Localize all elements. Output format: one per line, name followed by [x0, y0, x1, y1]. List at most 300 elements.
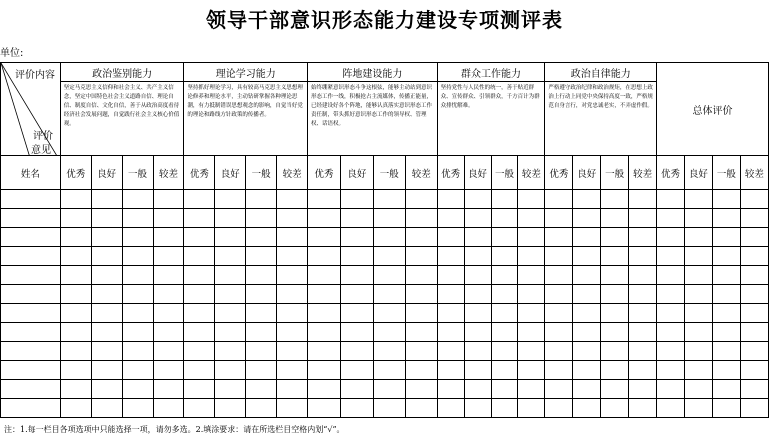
rating-cell[interactable]	[712, 399, 740, 418]
rating-cell[interactable]	[184, 361, 215, 380]
rating-cell[interactable]	[60, 285, 91, 304]
rating-cell[interactable]	[60, 361, 91, 380]
rating-cell[interactable]	[464, 247, 491, 266]
name-cell[interactable]	[1, 399, 61, 418]
rating-cell[interactable]	[629, 361, 657, 380]
rating-cell[interactable]	[573, 361, 601, 380]
rating-cell[interactable]	[153, 361, 184, 380]
rating-cell[interactable]	[277, 228, 308, 247]
rating-cell[interactable]	[340, 247, 373, 266]
name-cell[interactable]	[1, 323, 61, 342]
rating-cell[interactable]	[373, 285, 405, 304]
rating-cell[interactable]	[215, 361, 246, 380]
rating-cell[interactable]	[340, 209, 373, 228]
rating-cell[interactable]	[215, 247, 246, 266]
rating-cell[interactable]	[246, 361, 277, 380]
rating-cell[interactable]	[122, 323, 153, 342]
rating-cell[interactable]	[122, 285, 153, 304]
rating-cell[interactable]	[740, 209, 768, 228]
rating-cell[interactable]	[601, 209, 629, 228]
rating-cell[interactable]	[437, 190, 464, 209]
rating-cell[interactable]	[246, 266, 277, 285]
rating-cell[interactable]	[340, 266, 373, 285]
rating-cell[interactable]	[153, 209, 184, 228]
rating-cell[interactable]	[518, 342, 545, 361]
rating-cell[interactable]	[464, 342, 491, 361]
rating-cell[interactable]	[153, 228, 184, 247]
rating-cell[interactable]	[277, 342, 308, 361]
rating-cell[interactable]	[405, 209, 437, 228]
name-cell[interactable]	[1, 209, 61, 228]
rating-cell[interactable]	[684, 266, 712, 285]
rating-cell[interactable]	[373, 209, 405, 228]
rating-cell[interactable]	[340, 380, 373, 399]
rating-cell[interactable]	[215, 285, 246, 304]
rating-cell[interactable]	[215, 380, 246, 399]
rating-cell[interactable]	[573, 285, 601, 304]
rating-cell[interactable]	[464, 399, 491, 418]
rating-cell[interactable]	[684, 209, 712, 228]
rating-cell[interactable]	[308, 190, 341, 209]
rating-cell[interactable]	[437, 361, 464, 380]
rating-cell[interactable]	[122, 266, 153, 285]
rating-cell[interactable]	[573, 247, 601, 266]
rating-cell[interactable]	[91, 342, 122, 361]
rating-cell[interactable]	[629, 304, 657, 323]
rating-cell[interactable]	[91, 228, 122, 247]
rating-cell[interactable]	[740, 304, 768, 323]
rating-cell[interactable]	[184, 285, 215, 304]
rating-cell[interactable]	[545, 342, 573, 361]
rating-cell[interactable]	[740, 399, 768, 418]
rating-cell[interactable]	[629, 399, 657, 418]
rating-cell[interactable]	[91, 399, 122, 418]
rating-cell[interactable]	[545, 247, 573, 266]
rating-cell[interactable]	[712, 342, 740, 361]
rating-cell[interactable]	[340, 228, 373, 247]
rating-cell[interactable]	[215, 190, 246, 209]
rating-cell[interactable]	[60, 209, 91, 228]
rating-cell[interactable]	[629, 323, 657, 342]
rating-cell[interactable]	[437, 247, 464, 266]
rating-cell[interactable]	[340, 342, 373, 361]
rating-cell[interactable]	[340, 190, 373, 209]
rating-cell[interactable]	[740, 247, 768, 266]
rating-cell[interactable]	[184, 323, 215, 342]
rating-cell[interactable]	[518, 228, 545, 247]
rating-cell[interactable]	[573, 228, 601, 247]
rating-cell[interactable]	[657, 285, 685, 304]
rating-cell[interactable]	[684, 304, 712, 323]
rating-cell[interactable]	[91, 323, 122, 342]
rating-cell[interactable]	[153, 399, 184, 418]
rating-cell[interactable]	[518, 285, 545, 304]
rating-cell[interactable]	[437, 399, 464, 418]
rating-cell[interactable]	[518, 190, 545, 209]
rating-cell[interactable]	[122, 342, 153, 361]
rating-cell[interactable]	[545, 209, 573, 228]
rating-cell[interactable]	[308, 304, 341, 323]
rating-cell[interactable]	[657, 209, 685, 228]
rating-cell[interactable]	[246, 380, 277, 399]
rating-cell[interactable]	[277, 209, 308, 228]
rating-cell[interactable]	[684, 323, 712, 342]
rating-cell[interactable]	[373, 266, 405, 285]
rating-cell[interactable]	[684, 247, 712, 266]
rating-cell[interactable]	[215, 342, 246, 361]
rating-cell[interactable]	[405, 323, 437, 342]
rating-cell[interactable]	[601, 266, 629, 285]
rating-cell[interactable]	[629, 266, 657, 285]
rating-cell[interactable]	[373, 304, 405, 323]
rating-cell[interactable]	[657, 190, 685, 209]
rating-cell[interactable]	[573, 380, 601, 399]
rating-cell[interactable]	[184, 380, 215, 399]
rating-cell[interactable]	[246, 342, 277, 361]
rating-cell[interactable]	[277, 361, 308, 380]
rating-cell[interactable]	[573, 399, 601, 418]
rating-cell[interactable]	[491, 285, 518, 304]
rating-cell[interactable]	[153, 190, 184, 209]
rating-cell[interactable]	[712, 285, 740, 304]
rating-cell[interactable]	[464, 304, 491, 323]
rating-cell[interactable]	[545, 266, 573, 285]
rating-cell[interactable]	[712, 380, 740, 399]
rating-cell[interactable]	[601, 285, 629, 304]
rating-cell[interactable]	[91, 304, 122, 323]
rating-cell[interactable]	[740, 342, 768, 361]
rating-cell[interactable]	[184, 304, 215, 323]
rating-cell[interactable]	[153, 247, 184, 266]
rating-cell[interactable]	[437, 209, 464, 228]
rating-cell[interactable]	[629, 190, 657, 209]
rating-cell[interactable]	[573, 342, 601, 361]
rating-cell[interactable]	[308, 247, 341, 266]
rating-cell[interactable]	[437, 323, 464, 342]
rating-cell[interactable]	[518, 209, 545, 228]
rating-cell[interactable]	[153, 323, 184, 342]
rating-cell[interactable]	[308, 285, 341, 304]
rating-cell[interactable]	[545, 361, 573, 380]
rating-cell[interactable]	[740, 266, 768, 285]
rating-cell[interactable]	[545, 304, 573, 323]
rating-cell[interactable]	[740, 361, 768, 380]
rating-cell[interactable]	[308, 266, 341, 285]
rating-cell[interactable]	[122, 399, 153, 418]
rating-cell[interactable]	[629, 228, 657, 247]
rating-cell[interactable]	[91, 380, 122, 399]
rating-cell[interactable]	[405, 342, 437, 361]
rating-cell[interactable]	[60, 266, 91, 285]
rating-cell[interactable]	[545, 228, 573, 247]
rating-cell[interactable]	[601, 247, 629, 266]
rating-cell[interactable]	[684, 228, 712, 247]
rating-cell[interactable]	[657, 342, 685, 361]
rating-cell[interactable]	[373, 190, 405, 209]
rating-cell[interactable]	[740, 228, 768, 247]
rating-cell[interactable]	[573, 209, 601, 228]
rating-cell[interactable]	[405, 266, 437, 285]
name-cell[interactable]	[1, 247, 61, 266]
rating-cell[interactable]	[122, 361, 153, 380]
rating-cell[interactable]	[60, 342, 91, 361]
rating-cell[interactable]	[573, 190, 601, 209]
rating-cell[interactable]	[405, 228, 437, 247]
rating-cell[interactable]	[91, 361, 122, 380]
rating-cell[interactable]	[601, 342, 629, 361]
rating-cell[interactable]	[464, 266, 491, 285]
rating-cell[interactable]	[405, 399, 437, 418]
name-cell[interactable]	[1, 361, 61, 380]
rating-cell[interactable]	[629, 380, 657, 399]
rating-cell[interactable]	[122, 209, 153, 228]
rating-cell[interactable]	[277, 266, 308, 285]
rating-cell[interactable]	[405, 304, 437, 323]
rating-cell[interactable]	[518, 323, 545, 342]
rating-cell[interactable]	[60, 323, 91, 342]
rating-cell[interactable]	[153, 266, 184, 285]
rating-cell[interactable]	[153, 380, 184, 399]
rating-cell[interactable]	[277, 399, 308, 418]
rating-cell[interactable]	[153, 285, 184, 304]
rating-cell[interactable]	[684, 380, 712, 399]
rating-cell[interactable]	[308, 342, 341, 361]
rating-cell[interactable]	[657, 323, 685, 342]
rating-cell[interactable]	[246, 304, 277, 323]
rating-cell[interactable]	[573, 304, 601, 323]
name-cell[interactable]	[1, 380, 61, 399]
rating-cell[interactable]	[712, 247, 740, 266]
rating-cell[interactable]	[122, 380, 153, 399]
name-cell[interactable]	[1, 342, 61, 361]
rating-cell[interactable]	[601, 190, 629, 209]
rating-cell[interactable]	[712, 304, 740, 323]
rating-cell[interactable]	[518, 361, 545, 380]
rating-cell[interactable]	[373, 342, 405, 361]
rating-cell[interactable]	[184, 399, 215, 418]
rating-cell[interactable]	[545, 399, 573, 418]
rating-cell[interactable]	[246, 228, 277, 247]
rating-cell[interactable]	[91, 190, 122, 209]
rating-cell[interactable]	[712, 361, 740, 380]
rating-cell[interactable]	[246, 399, 277, 418]
rating-cell[interactable]	[91, 247, 122, 266]
rating-cell[interactable]	[184, 228, 215, 247]
rating-cell[interactable]	[340, 399, 373, 418]
rating-cell[interactable]	[601, 399, 629, 418]
rating-cell[interactable]	[601, 361, 629, 380]
rating-cell[interactable]	[122, 304, 153, 323]
name-cell[interactable]	[1, 285, 61, 304]
rating-cell[interactable]	[684, 361, 712, 380]
rating-cell[interactable]	[373, 323, 405, 342]
rating-cell[interactable]	[405, 247, 437, 266]
rating-cell[interactable]	[657, 399, 685, 418]
rating-cell[interactable]	[437, 285, 464, 304]
rating-cell[interactable]	[464, 228, 491, 247]
rating-cell[interactable]	[60, 304, 91, 323]
rating-cell[interactable]	[712, 323, 740, 342]
rating-cell[interactable]	[491, 399, 518, 418]
rating-cell[interactable]	[308, 323, 341, 342]
rating-cell[interactable]	[340, 285, 373, 304]
rating-cell[interactable]	[491, 247, 518, 266]
rating-cell[interactable]	[491, 361, 518, 380]
rating-cell[interactable]	[740, 285, 768, 304]
rating-cell[interactable]	[464, 285, 491, 304]
rating-cell[interactable]	[491, 342, 518, 361]
rating-cell[interactable]	[246, 323, 277, 342]
rating-cell[interactable]	[308, 399, 341, 418]
rating-cell[interactable]	[308, 228, 341, 247]
rating-cell[interactable]	[545, 190, 573, 209]
rating-cell[interactable]	[340, 323, 373, 342]
rating-cell[interactable]	[712, 266, 740, 285]
rating-cell[interactable]	[437, 304, 464, 323]
rating-cell[interactable]	[629, 209, 657, 228]
rating-cell[interactable]	[153, 342, 184, 361]
rating-cell[interactable]	[91, 285, 122, 304]
rating-cell[interactable]	[340, 361, 373, 380]
rating-cell[interactable]	[601, 323, 629, 342]
rating-cell[interactable]	[464, 380, 491, 399]
rating-cell[interactable]	[246, 285, 277, 304]
rating-cell[interactable]	[629, 285, 657, 304]
name-cell[interactable]	[1, 228, 61, 247]
rating-cell[interactable]	[464, 209, 491, 228]
rating-cell[interactable]	[373, 228, 405, 247]
rating-cell[interactable]	[657, 247, 685, 266]
rating-cell[interactable]	[277, 380, 308, 399]
rating-cell[interactable]	[518, 304, 545, 323]
rating-cell[interactable]	[712, 228, 740, 247]
rating-cell[interactable]	[712, 209, 740, 228]
rating-cell[interactable]	[405, 361, 437, 380]
rating-cell[interactable]	[491, 380, 518, 399]
rating-cell[interactable]	[277, 285, 308, 304]
rating-cell[interactable]	[491, 190, 518, 209]
name-cell[interactable]	[1, 190, 61, 209]
rating-cell[interactable]	[60, 399, 91, 418]
rating-cell[interactable]	[491, 266, 518, 285]
rating-cell[interactable]	[122, 228, 153, 247]
rating-cell[interactable]	[712, 190, 740, 209]
rating-cell[interactable]	[91, 209, 122, 228]
rating-cell[interactable]	[405, 380, 437, 399]
rating-cell[interactable]	[601, 380, 629, 399]
rating-cell[interactable]	[184, 247, 215, 266]
rating-cell[interactable]	[215, 304, 246, 323]
rating-cell[interactable]	[545, 323, 573, 342]
rating-cell[interactable]	[373, 399, 405, 418]
rating-cell[interactable]	[246, 247, 277, 266]
rating-cell[interactable]	[518, 399, 545, 418]
rating-cell[interactable]	[518, 266, 545, 285]
rating-cell[interactable]	[491, 209, 518, 228]
rating-cell[interactable]	[246, 209, 277, 228]
rating-cell[interactable]	[308, 380, 341, 399]
rating-cell[interactable]	[684, 399, 712, 418]
rating-cell[interactable]	[277, 190, 308, 209]
rating-cell[interactable]	[277, 304, 308, 323]
rating-cell[interactable]	[308, 361, 341, 380]
rating-cell[interactable]	[215, 399, 246, 418]
rating-cell[interactable]	[437, 228, 464, 247]
rating-cell[interactable]	[601, 304, 629, 323]
rating-cell[interactable]	[184, 266, 215, 285]
rating-cell[interactable]	[545, 285, 573, 304]
rating-cell[interactable]	[60, 380, 91, 399]
rating-cell[interactable]	[373, 247, 405, 266]
rating-cell[interactable]	[373, 361, 405, 380]
rating-cell[interactable]	[405, 190, 437, 209]
rating-cell[interactable]	[373, 380, 405, 399]
rating-cell[interactable]	[153, 304, 184, 323]
rating-cell[interactable]	[740, 190, 768, 209]
rating-cell[interactable]	[491, 228, 518, 247]
rating-cell[interactable]	[184, 190, 215, 209]
rating-cell[interactable]	[601, 228, 629, 247]
rating-cell[interactable]	[684, 285, 712, 304]
rating-cell[interactable]	[60, 228, 91, 247]
name-cell[interactable]	[1, 266, 61, 285]
rating-cell[interactable]	[518, 247, 545, 266]
rating-cell[interactable]	[60, 190, 91, 209]
rating-cell[interactable]	[277, 247, 308, 266]
rating-cell[interactable]	[277, 323, 308, 342]
rating-cell[interactable]	[657, 304, 685, 323]
rating-cell[interactable]	[657, 361, 685, 380]
rating-cell[interactable]	[405, 285, 437, 304]
name-cell[interactable]	[1, 304, 61, 323]
rating-cell[interactable]	[740, 380, 768, 399]
rating-cell[interactable]	[629, 247, 657, 266]
rating-cell[interactable]	[657, 228, 685, 247]
rating-cell[interactable]	[215, 266, 246, 285]
rating-cell[interactable]	[122, 247, 153, 266]
rating-cell[interactable]	[684, 190, 712, 209]
rating-cell[interactable]	[122, 190, 153, 209]
rating-cell[interactable]	[91, 266, 122, 285]
rating-cell[interactable]	[491, 323, 518, 342]
rating-cell[interactable]	[437, 266, 464, 285]
rating-cell[interactable]	[60, 247, 91, 266]
rating-cell[interactable]	[740, 323, 768, 342]
rating-cell[interactable]	[657, 266, 685, 285]
rating-cell[interactable]	[308, 209, 341, 228]
rating-cell[interactable]	[629, 342, 657, 361]
rating-cell[interactable]	[184, 342, 215, 361]
rating-cell[interactable]	[464, 190, 491, 209]
rating-cell[interactable]	[215, 323, 246, 342]
rating-cell[interactable]	[437, 380, 464, 399]
rating-cell[interactable]	[464, 323, 491, 342]
rating-cell[interactable]	[545, 380, 573, 399]
rating-cell[interactable]	[184, 209, 215, 228]
rating-cell[interactable]	[437, 342, 464, 361]
rating-cell[interactable]	[215, 209, 246, 228]
rating-cell[interactable]	[657, 380, 685, 399]
rating-cell[interactable]	[464, 361, 491, 380]
rating-cell[interactable]	[246, 190, 277, 209]
rating-cell[interactable]	[340, 304, 373, 323]
rating-cell[interactable]	[215, 228, 246, 247]
rating-cell[interactable]	[573, 266, 601, 285]
rating-cell[interactable]	[684, 342, 712, 361]
rating-cell[interactable]	[491, 304, 518, 323]
rating-cell[interactable]	[518, 380, 545, 399]
rating-cell[interactable]	[573, 323, 601, 342]
